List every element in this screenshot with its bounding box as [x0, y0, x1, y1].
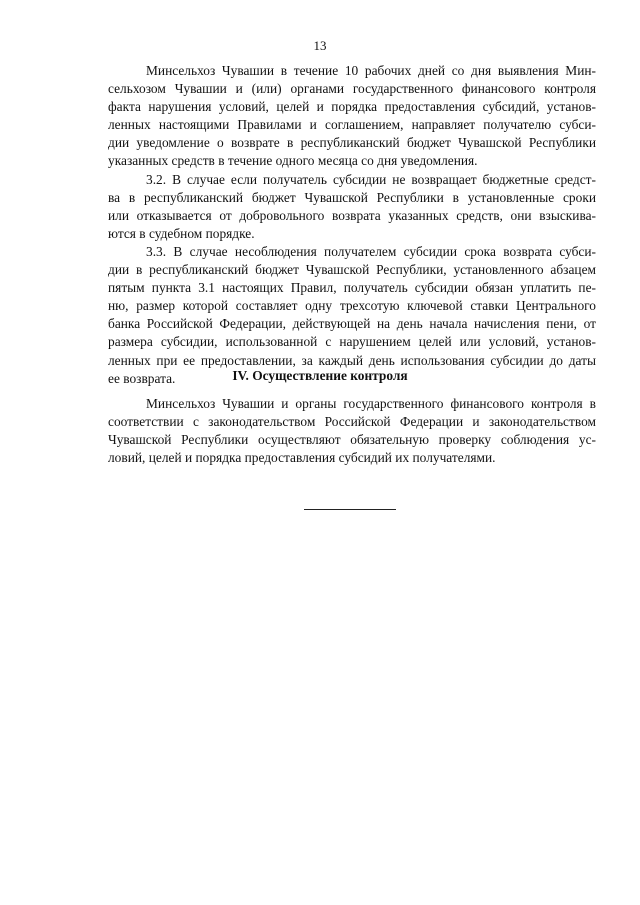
text-line: пятым пункта 3.1 настоящих Правил, получатель субсидии обязан уплатить пе- [108, 280, 596, 296]
text-line: сельхозом Чувашии и (или) органами государственного финансового контроля [108, 81, 596, 97]
text-line: дии уведомление о возврате в республиканский бюджет Чувашской Республики [108, 135, 596, 151]
text-line: соответствии с законодательством Российской Федерации и законодательством [108, 414, 596, 430]
text-line: ленных настоящими Правилами и соглашением, направляет получателю субси- [108, 117, 596, 133]
text-line: банка Российской Федерации, действующей на день начала начисления пени, от [108, 316, 596, 332]
text-line: факта нарушения условий, целей и порядка предоставления субсидий, установ- [108, 99, 596, 115]
text-line: указанных средств в течение одного месяца со дня уведомления. [108, 153, 478, 169]
text-line: 3.2. В случае если получатель субсидии не возвращает бюджетные средст- [146, 171, 596, 187]
text-line: ее возврата. [108, 370, 176, 386]
text-line: или отказывается от добровольного возврата указанных средств, они взыскива- [108, 207, 596, 223]
page-number: 13 [313, 38, 327, 53]
end-of-document-rule [304, 509, 396, 510]
text-line: размера субсидии, использованной с нарушением целей или условий, установ- [108, 334, 596, 350]
text-line: ются в судебном порядке. [108, 225, 255, 241]
text-line: 3.3. В случае несоблюдения получателем субсидии срока возврата субси- [146, 243, 596, 259]
text-line: ленных при ее предоставлении, за каждый день использования субсидии до даты [108, 352, 596, 368]
text-line: ню, размер которой составляет одну трехсотую ключевой ставки Центрального [108, 298, 596, 314]
text-line: Минсельхоз Чувашии в течение 10 рабочих дней со дня выявления Мин- [146, 63, 596, 78]
section-heading: IV. Осуществление контроля [232, 368, 408, 383]
text-line: Чувашской Республики осуществляют обязательную проверку соблюдения ус- [108, 432, 596, 448]
text-line: дии в республиканский бюджет Чувашской Республики, установленного абзацем [108, 262, 596, 278]
text-line: ва в республиканский бюджет Чувашской Республики в установленные сроки [108, 189, 596, 205]
text-line: Минсельхоз Чувашии и органы государственного финансового контроля в [146, 396, 596, 411]
paragraph-section-4 [108, 395, 596, 467]
text-line: ловий, целей и порядка предоставления субсидий их получателями. [108, 450, 496, 466]
paragraphs-section-3 [108, 62, 596, 388]
